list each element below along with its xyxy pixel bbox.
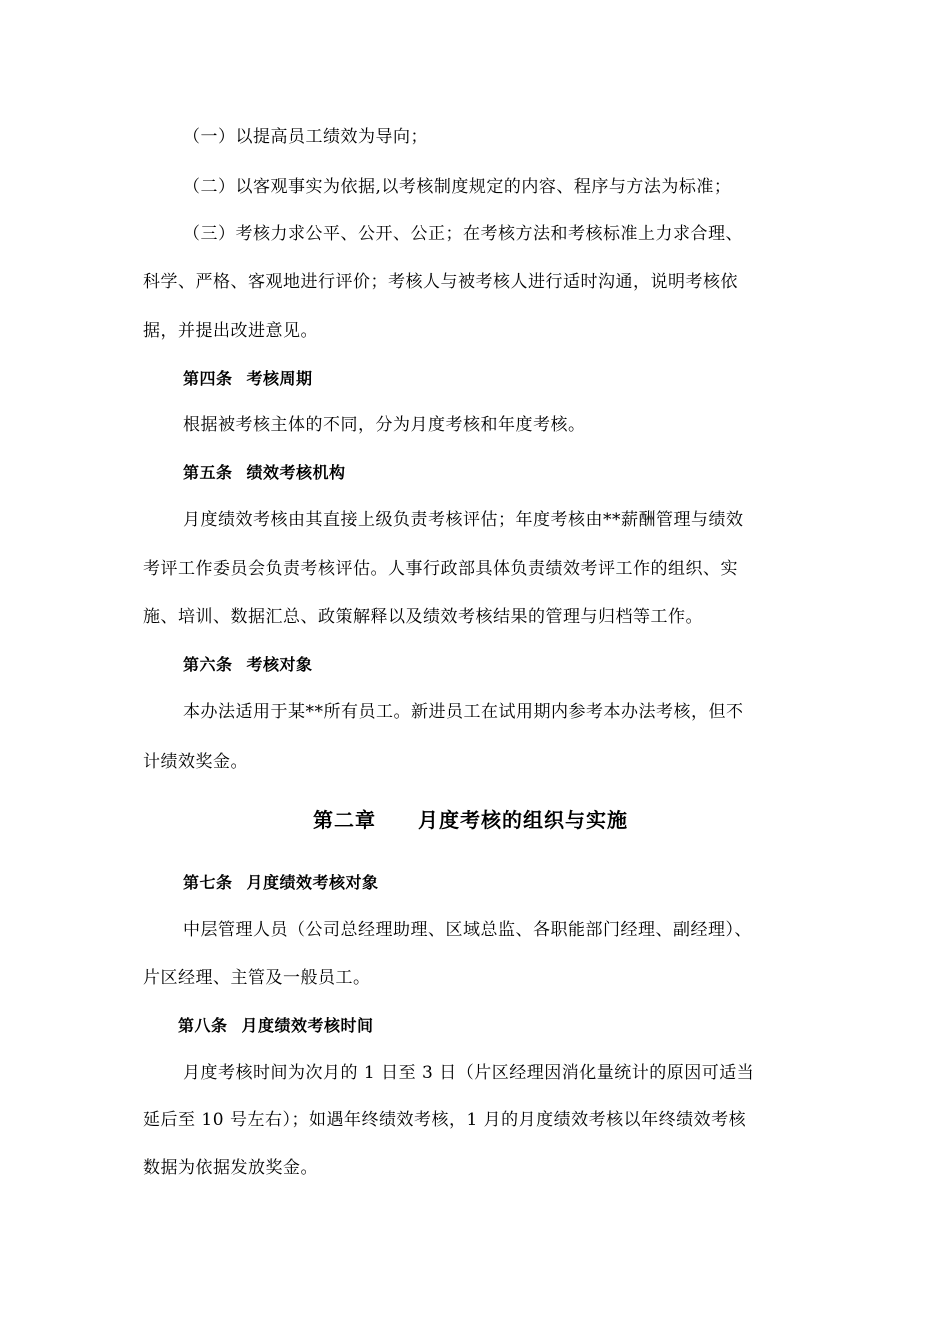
article-8-line-3: 数据为依据发放奖金。 [143, 1158, 318, 1178]
article-7-heading [183, 871, 379, 895]
article-title: 绩效考核机构 [246, 463, 346, 482]
item-1: （一）以提高员工绩效为导向； [183, 127, 428, 147]
article-4-heading [183, 367, 313, 391]
chapter-number: 第二章 [313, 808, 376, 832]
article-5-line-2: 考评工作委员会负责考核评估。人事行政部具体负责绩效考评工作的组织、实 [143, 559, 738, 579]
article-7-line-2: 片区经理、主管及一般员工。 [143, 968, 371, 988]
article-title: 月度绩效考核时间 [241, 1016, 374, 1035]
chapter-2-heading [313, 806, 628, 834]
article-title: 考核周期 [246, 369, 313, 388]
article-6-heading [183, 653, 313, 677]
article-number: 第六条 [183, 655, 233, 674]
article-8-line-2: 延后至 10 号左右）；如遇年终绩效考核，1 月的月度绩效考核以年终绩效考核 [143, 1110, 747, 1130]
article-5-heading [183, 461, 346, 485]
item-3-line-2: 科学、严格、客观地进行评价；考核人与被考核人进行适时沟通，说明考核依 [143, 272, 738, 292]
item-3-line-3: 据，并提出改进意见。 [143, 321, 318, 341]
item-2: （二）以客观事实为依据,以考核制度规定的内容、程序与方法为标准； [183, 177, 732, 197]
article-number: 第七条 [183, 873, 233, 892]
article-title: 考核对象 [246, 655, 313, 674]
article-6-line-1: 本办法适用于某**所有员工。新进员工在试用期内参考本办法考核，但不 [183, 702, 744, 722]
article-5-line-1: 月度绩效考核由其直接上级负责考核评估；年度考核由**薪酬管理与绩效 [183, 510, 744, 530]
article-8-line-1: 月度考核时间为次月的 1 日至 3 日（片区经理因消化量统计的原因可适当 [183, 1063, 755, 1083]
article-number: 第五条 [183, 463, 233, 482]
article-number: 第四条 [183, 369, 233, 388]
article-7-line-1: 中层管理人员（公司总经理助理、区域总监、各职能部门经理、副经理）、 [183, 920, 752, 940]
chapter-title: 月度考核的组织与实施 [418, 808, 628, 832]
article-8-heading [178, 1014, 374, 1038]
article-4-line-1: 根据被考核主体的不同，分为月度考核和年度考核。 [183, 415, 586, 435]
article-5-line-3: 施、培训、数据汇总、政策解释以及绩效考核结果的管理与归档等工作。 [143, 607, 703, 627]
article-6-line-2: 计绩效奖金。 [143, 752, 248, 772]
item-3-line-1: （三）考核力求公平、公开、公正；在考核方法和考核标准上力求合理、 [183, 224, 743, 244]
article-title: 月度绩效考核对象 [246, 873, 379, 892]
article-number: 第八条 [178, 1016, 228, 1035]
